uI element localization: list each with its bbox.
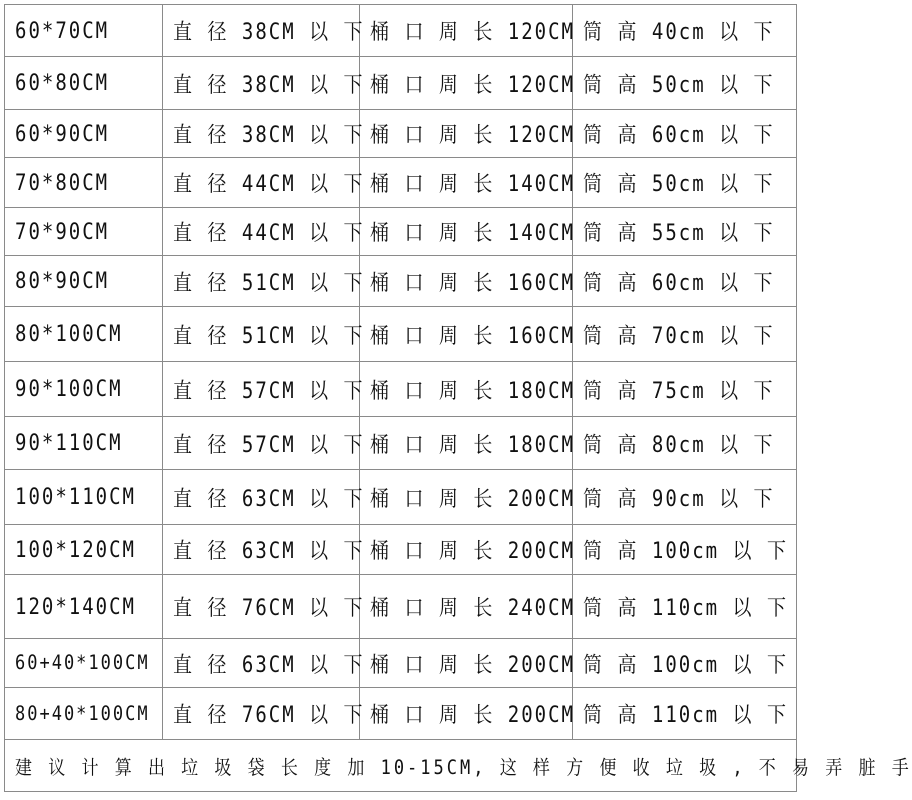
- circumference-cell: 桶 口 周 长 120CM: [360, 110, 573, 158]
- spec-cell: 70*90CM: [5, 208, 163, 256]
- height-cell: 筒 高 60cm 以 下: [573, 110, 797, 158]
- table-body: [5, 5, 912, 792]
- circumference-cell: 桶 口 周 长 160CM: [360, 256, 573, 307]
- spec-cell: 90*100CM: [5, 362, 163, 417]
- diameter-cell: 直 径 38CM 以 下: [163, 57, 360, 110]
- height-cell: 筒 高 75cm 以 下: [573, 362, 797, 417]
- circumference-cell: 桶 口 周 长 180CM: [360, 417, 573, 470]
- spec-cell: 60+40*100CM: [5, 639, 163, 688]
- circumference-cell: 桶 口 周 长 200CM: [360, 470, 573, 525]
- height-cell: 筒 高 80cm 以 下: [573, 417, 797, 470]
- diameter-cell: 直 径 63CM 以 下: [163, 470, 360, 525]
- diameter-cell: 直 径 51CM 以 下: [163, 256, 360, 307]
- diameter-cell: 直 径 38CM 以 下: [163, 5, 360, 57]
- table-row: [5, 208, 797, 256]
- height-cell: 筒 高 90cm 以 下: [573, 470, 797, 525]
- diameter-cell: 直 径 63CM 以 下: [163, 525, 360, 575]
- spec-cell: 60*80CM: [5, 57, 163, 110]
- table-row: [5, 575, 797, 639]
- circumference-cell: 桶 口 周 长 200CM: [360, 688, 573, 740]
- spec-cell: 120*140CM: [5, 575, 163, 639]
- table-row: [5, 470, 797, 525]
- spec-cell: 60*70CM: [5, 5, 163, 57]
- spec-cell: 90*110CM: [5, 417, 163, 470]
- note-cell: 建 议 计 算 出 垃 圾 袋 长 度 加 10-15CM, 这 样 方 便 收 垃 圾 , 不 易 弄 脏 手: [5, 740, 797, 792]
- diameter-cell: 直 径 76CM 以 下: [163, 688, 360, 740]
- height-cell: 筒 高 60cm 以 下: [573, 256, 797, 307]
- table-row: [5, 417, 797, 470]
- table-row: [5, 57, 797, 110]
- spec-cell: 80+40*100CM: [5, 688, 163, 740]
- spec-cell: 100*120CM: [5, 525, 163, 575]
- diameter-cell: 直 径 63CM 以 下: [163, 639, 360, 688]
- table-row: [5, 639, 797, 688]
- circumference-cell: 桶 口 周 长 160CM: [360, 307, 573, 362]
- diameter-cell: 直 径 44CM 以 下: [163, 208, 360, 256]
- height-cell: 筒 高 55cm 以 下: [573, 208, 797, 256]
- height-cell: 筒 高 50cm 以 下: [573, 158, 797, 208]
- diameter-cell: 直 径 57CM 以 下: [163, 417, 360, 470]
- circumference-cell: 桶 口 周 长 120CM: [360, 57, 573, 110]
- note-row: [5, 740, 797, 792]
- circumference-cell: 桶 口 周 长 140CM: [360, 208, 573, 256]
- spec-cell: 60*90CM: [5, 110, 163, 158]
- diameter-cell: 直 径 44CM 以 下: [163, 158, 360, 208]
- spec-cell: 70*80CM: [5, 158, 163, 208]
- spec-cell: 80*100CM: [5, 307, 163, 362]
- spec-cell: 80*90CM: [5, 256, 163, 307]
- diameter-cell: 直 径 38CM 以 下: [163, 110, 360, 158]
- diameter-cell: 直 径 57CM 以 下: [163, 362, 360, 417]
- height-cell: 筒 高 110cm 以 下: [573, 688, 797, 740]
- height-cell: 筒 高 100cm 以 下: [573, 525, 797, 575]
- table-row: [5, 362, 797, 417]
- circumference-cell: 桶 口 周 长 200CM: [360, 525, 573, 575]
- table-row: [5, 525, 797, 575]
- table-row: [5, 256, 797, 307]
- height-cell: 筒 高 70cm 以 下: [573, 307, 797, 362]
- table-row: [5, 158, 797, 208]
- height-cell: 筒 高 50cm 以 下: [573, 57, 797, 110]
- height-cell: 筒 高 100cm 以 下: [573, 639, 797, 688]
- circumference-cell: 桶 口 周 长 240CM: [360, 575, 573, 639]
- circumference-cell: 桶 口 周 长 140CM: [360, 158, 573, 208]
- diameter-cell: 直 径 76CM 以 下: [163, 575, 360, 639]
- diameter-cell: 直 径 51CM 以 下: [163, 307, 360, 362]
- table-row: [5, 307, 797, 362]
- circumference-cell: 桶 口 周 长 180CM: [360, 362, 573, 417]
- table-row: [5, 688, 797, 740]
- size-table: [4, 4, 912, 792]
- height-cell: 筒 高 40cm 以 下: [573, 5, 797, 57]
- table-row: [5, 5, 797, 57]
- table-row: [5, 110, 797, 158]
- spec-cell: 100*110CM: [5, 470, 163, 525]
- height-cell: 筒 高 110cm 以 下: [573, 575, 797, 639]
- circumference-cell: 桶 口 周 长 200CM: [360, 639, 573, 688]
- circumference-cell: 桶 口 周 长 120CM: [360, 5, 573, 57]
